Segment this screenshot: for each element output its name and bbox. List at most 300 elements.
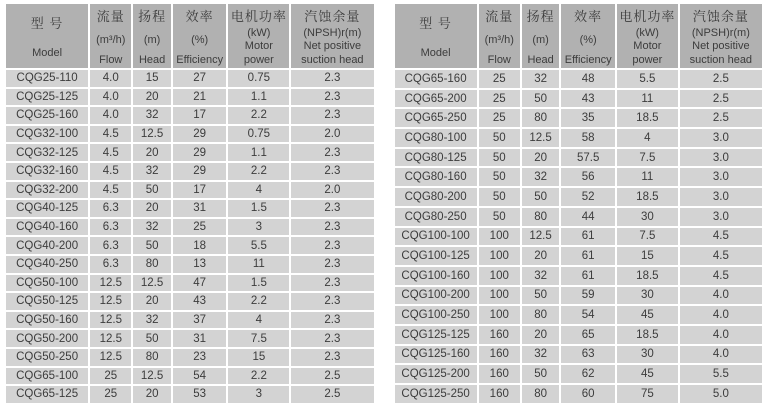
cell-flow: 100 [479, 267, 520, 285]
cell-motor-power: 18.5 [617, 188, 678, 206]
table-row [6, 386, 374, 403]
table-row [395, 385, 763, 403]
cell-head: 32 [522, 168, 560, 186]
cell-npsh: 4.0 [680, 346, 762, 364]
cell-motor-power: 2.2 [228, 293, 289, 310]
cell-flow: 50 [479, 149, 520, 167]
cell-npsh: 2.3 [291, 107, 373, 124]
cell-efficiency: 53 [173, 386, 227, 403]
cell-npsh: 2.3 [291, 200, 373, 217]
cell-head: 20 [133, 89, 171, 106]
cell-model: CQG65-250 [395, 109, 477, 127]
cell-efficiency: 25 [173, 219, 227, 236]
header-power-zh: 电机功率 [619, 9, 676, 24]
cell-efficiency: 43 [561, 90, 615, 108]
cell-npsh: 4.5 [680, 228, 762, 246]
cell-motor-power: 5.5 [228, 237, 289, 254]
cell-model: CQG40-250 [6, 256, 88, 273]
cell-motor-power: 5.5 [617, 70, 678, 88]
cell-npsh: 2.0 [291, 126, 373, 143]
cell-head: 20 [522, 149, 560, 167]
cell-npsh: 2.5 [680, 109, 762, 127]
col-header-motor-power [617, 4, 678, 68]
header-model-en: Model [420, 46, 451, 59]
header-power-unit: (kW) [635, 26, 659, 39]
cell-head: 50 [133, 182, 171, 199]
cell-npsh: 2.3 [291, 70, 373, 87]
cell-flow: 160 [479, 365, 520, 383]
cell-npsh: 4.0 [680, 306, 762, 324]
cell-flow: 6.3 [90, 237, 131, 254]
cell-motor-power: 2.2 [228, 107, 289, 124]
cell-head: 12.5 [133, 275, 171, 292]
cell-motor-power: 18.5 [617, 326, 678, 344]
table-row [395, 109, 763, 127]
cell-motor-power: 11 [617, 90, 678, 108]
cell-npsh: 4.0 [680, 326, 762, 344]
cell-head: 12.5 [522, 228, 560, 246]
cell-flow: 100 [479, 228, 520, 246]
header-npsh-unit: (NPSH)r(m) [691, 26, 750, 39]
cell-flow: 100 [479, 247, 520, 265]
cell-npsh: 2.5 [680, 90, 762, 108]
cell-motor-power: 0.75 [228, 126, 289, 143]
cell-head: 50 [133, 237, 171, 254]
cell-flow: 6.3 [90, 256, 131, 273]
cell-flow: 12.5 [90, 312, 131, 329]
cell-head: 32 [133, 163, 171, 180]
table-row [395, 326, 763, 344]
cell-motor-power: 11 [617, 168, 678, 186]
cell-npsh: 2.5 [291, 368, 373, 385]
table-row [395, 90, 763, 108]
cell-npsh: 2.3 [291, 256, 373, 273]
cell-head: 12.5 [133, 126, 171, 143]
cell-head: 80 [522, 109, 560, 127]
header-flow-en: Flow [99, 54, 123, 66]
table-row [395, 346, 763, 364]
cell-motor-power: 30 [617, 208, 678, 226]
cell-model: CQG65-100 [6, 368, 88, 385]
table-row [6, 144, 374, 161]
cell-model: CQG25-110 [6, 70, 88, 87]
cell-head: 20 [133, 144, 171, 161]
table-row [6, 349, 374, 366]
cell-model: CQG80-200 [395, 188, 477, 206]
cell-model: CQG32-125 [6, 144, 88, 161]
table-row [6, 237, 374, 254]
cell-model: CQG125-200 [395, 365, 477, 383]
cell-efficiency: 31 [173, 200, 227, 217]
cell-npsh: 4.5 [680, 247, 762, 265]
cell-npsh: 2.3 [291, 330, 373, 347]
table-body-left [6, 70, 374, 403]
cell-efficiency: 54 [173, 368, 227, 385]
cell-head: 50 [522, 365, 560, 383]
header-flow-unit: (m³/h) [484, 33, 514, 46]
table-row [6, 200, 374, 217]
cell-head: 20 [133, 293, 171, 310]
cell-flow: 100 [479, 287, 520, 305]
cell-efficiency: 59 [561, 287, 615, 305]
col-header-flow [479, 4, 520, 68]
cell-npsh: 3.0 [680, 149, 762, 167]
cell-efficiency: 21 [173, 89, 227, 106]
cell-efficiency: 31 [173, 330, 227, 347]
cell-efficiency: 29 [173, 144, 227, 161]
cell-model: CQG80-160 [395, 168, 477, 186]
cell-head: 80 [133, 256, 171, 273]
header-model-zh: 型 号 [30, 16, 64, 32]
cell-head: 20 [133, 386, 171, 403]
table-row [395, 267, 763, 285]
cell-motor-power: 7.5 [617, 149, 678, 167]
cell-motor-power: 30 [617, 346, 678, 364]
cell-model: CQG65-125 [6, 386, 88, 403]
table-header [6, 4, 374, 68]
cell-efficiency: 57.5 [561, 149, 615, 167]
table-row [395, 208, 763, 226]
cell-motor-power: 3 [228, 386, 289, 403]
cell-efficiency: 27 [173, 70, 227, 87]
cell-efficiency: 61 [561, 228, 615, 246]
cell-npsh: 2.3 [291, 237, 373, 254]
cell-efficiency: 37 [173, 312, 227, 329]
table-row [6, 89, 374, 106]
cell-head: 20 [133, 200, 171, 217]
cell-flow: 4.5 [90, 163, 131, 180]
table-row [395, 247, 763, 265]
table-row [6, 107, 374, 124]
cell-motor-power: 4 [617, 129, 678, 147]
cell-model: CQG40-160 [6, 219, 88, 236]
cell-head: 32 [522, 70, 560, 88]
header-efficiency-en: Efficiency [564, 54, 612, 66]
cell-efficiency: 23 [173, 349, 227, 366]
header-head-en: Head [527, 54, 554, 66]
header-power-zh: 电机功率 [230, 9, 287, 24]
cell-model: CQG100-160 [395, 267, 477, 285]
cell-motor-power: 4 [228, 312, 289, 329]
cell-head: 80 [522, 385, 560, 403]
cell-model: CQG32-160 [6, 163, 88, 180]
cell-model: CQG100-125 [395, 247, 477, 265]
cell-head: 80 [522, 208, 560, 226]
cell-npsh: 2.5 [291, 386, 373, 403]
cell-efficiency: 54 [561, 306, 615, 324]
cell-efficiency: 17 [173, 182, 227, 199]
cell-model: CQG50-250 [6, 349, 88, 366]
cell-motor-power: 4 [228, 182, 289, 199]
cell-head: 80 [522, 306, 560, 324]
cell-head: 50 [522, 287, 560, 305]
header-flow-zh: 流量 [96, 9, 125, 24]
cell-model: CQG100-200 [395, 287, 477, 305]
cell-head: 20 [522, 247, 560, 265]
table-row [395, 365, 763, 383]
cell-flow: 25 [479, 90, 520, 108]
cell-motor-power: 7.5 [228, 330, 289, 347]
header-head-unit: (m) [532, 33, 549, 46]
cell-npsh: 5.5 [680, 365, 762, 383]
cell-flow: 160 [479, 326, 520, 344]
header-flow-zh: 流量 [485, 9, 514, 24]
header-head-en: Head [138, 54, 166, 66]
table-row [395, 306, 763, 324]
cell-efficiency: 62 [561, 365, 615, 383]
cell-efficiency: 43 [173, 293, 227, 310]
cell-efficiency: 35 [561, 109, 615, 127]
cell-efficiency: 61 [561, 247, 615, 265]
cell-flow: 50 [479, 168, 520, 186]
cell-flow: 50 [479, 129, 520, 147]
cell-flow: 4.0 [90, 70, 131, 87]
cell-npsh: 4.5 [680, 267, 762, 285]
cell-flow: 100 [479, 306, 520, 324]
cell-motor-power: 7.5 [617, 228, 678, 246]
cell-flow: 4.5 [90, 182, 131, 199]
cell-npsh: 2.3 [291, 349, 373, 366]
cell-motor-power: 1.1 [228, 89, 289, 106]
header-head-unit: (m) [143, 33, 161, 46]
header-head-zh: 扬程 [138, 9, 167, 24]
cell-model: CQG50-100 [6, 275, 88, 292]
header-power-en2: power [243, 53, 274, 66]
cell-model: CQG40-125 [6, 200, 88, 217]
cell-npsh: 2.5 [680, 70, 762, 88]
cell-model: CQG100-100 [395, 228, 477, 246]
header-efficiency-en: Efficiency [176, 54, 224, 66]
col-header-motor-power [228, 4, 289, 68]
cell-flow: 4.5 [90, 144, 131, 161]
cell-motor-power: 30 [617, 287, 678, 305]
cell-efficiency: 58 [561, 129, 615, 147]
table-row [6, 219, 374, 236]
cell-head: 32 [522, 267, 560, 285]
cell-efficiency: 18 [173, 237, 227, 254]
cell-efficiency: 56 [561, 168, 615, 186]
cell-flow: 4.0 [90, 89, 131, 106]
col-header-efficiency [173, 4, 227, 68]
cell-efficiency: 29 [173, 163, 227, 180]
table-body-right [395, 70, 763, 403]
cell-head: 32 [133, 312, 171, 329]
cell-head: 12.5 [522, 129, 560, 147]
cell-npsh: 2.3 [291, 89, 373, 106]
cell-npsh: 2.3 [291, 163, 373, 180]
header-model-zh: 型 号 [419, 16, 452, 32]
cell-npsh: 3.0 [680, 208, 762, 226]
cell-flow: 50 [479, 208, 520, 226]
cell-motor-power: 11 [228, 256, 289, 273]
cell-model: CQG65-160 [395, 70, 477, 88]
cell-motor-power: 45 [617, 306, 678, 324]
cell-model: CQG80-125 [395, 149, 477, 167]
cell-model: CQG32-200 [6, 182, 88, 199]
table-row [395, 149, 763, 167]
table-row [6, 256, 374, 273]
cell-npsh: 2.3 [291, 219, 373, 236]
header-npsh-zh: 汽蚀余量 [304, 9, 361, 24]
cell-flow: 160 [479, 385, 520, 403]
table-row [6, 312, 374, 329]
cell-efficiency: 13 [173, 256, 227, 273]
cell-npsh: 2.3 [291, 312, 373, 329]
cell-efficiency: 63 [561, 346, 615, 364]
cell-flow: 12.5 [90, 349, 131, 366]
header-power-en1: Motor [633, 40, 662, 53]
table-row [6, 275, 374, 292]
cell-motor-power: 1.1 [228, 144, 289, 161]
cell-efficiency: 52 [561, 188, 615, 206]
header-flow-en: Flow [487, 54, 511, 66]
header-efficiency-unit: (%) [579, 33, 597, 46]
cell-efficiency: 44 [561, 208, 615, 226]
table-header [395, 4, 763, 68]
cell-motor-power: 2.2 [228, 368, 289, 385]
cell-flow: 25 [479, 70, 520, 88]
col-header-head [133, 4, 171, 68]
table-row [6, 163, 374, 180]
cell-npsh: 2.0 [291, 182, 373, 199]
cell-model: CQG25-160 [6, 107, 88, 124]
cell-head: 32 [133, 219, 171, 236]
header-npsh-en1: Net positive [692, 40, 750, 53]
table-row [395, 287, 763, 305]
table-row [395, 168, 763, 186]
cell-flow: 25 [479, 109, 520, 127]
cell-motor-power: 18.5 [617, 109, 678, 127]
header-npsh-zh: 汽蚀余量 [692, 9, 749, 24]
cell-head: 15 [133, 70, 171, 87]
cell-flow: 4.5 [90, 126, 131, 143]
cell-model: CQG125-125 [395, 326, 477, 344]
cell-motor-power: 1.5 [228, 200, 289, 217]
cell-npsh: 3.0 [680, 168, 762, 186]
cell-efficiency: 61 [561, 267, 615, 285]
col-header-head [522, 4, 560, 68]
cell-efficiency: 17 [173, 107, 227, 124]
header-npsh-en2: suction head [301, 53, 364, 66]
cell-head: 80 [133, 349, 171, 366]
cell-head: 50 [522, 90, 560, 108]
cell-efficiency: 48 [561, 70, 615, 88]
cell-model: CQG125-250 [395, 385, 477, 403]
header-npsh-en1: Net positive [303, 40, 362, 53]
header-power-en1: Motor [244, 40, 273, 53]
cell-efficiency: 47 [173, 275, 227, 292]
cell-head: 20 [522, 326, 560, 344]
cell-flow: 25 [90, 386, 131, 403]
cell-head: 12.5 [133, 368, 171, 385]
cell-model: CQG50-125 [6, 293, 88, 310]
cell-npsh: 2.3 [291, 275, 373, 292]
cell-head: 50 [133, 330, 171, 347]
cell-npsh: 2.3 [291, 293, 373, 310]
table-row [6, 126, 374, 143]
table-row [6, 293, 374, 310]
cell-head: 32 [522, 346, 560, 364]
cell-model: CQG100-250 [395, 306, 477, 324]
cell-npsh: 5.0 [680, 385, 762, 403]
header-npsh-unit: (NPSH)r(m) [303, 26, 362, 39]
cell-flow: 50 [479, 188, 520, 206]
cell-flow: 160 [479, 346, 520, 364]
header-head-zh: 扬程 [526, 9, 555, 24]
header-efficiency-zh: 效率 [574, 9, 603, 24]
cell-npsh: 2.3 [291, 144, 373, 161]
cell-motor-power: 15 [617, 247, 678, 265]
col-header-efficiency [561, 4, 615, 68]
pump-table-right [393, 2, 765, 405]
table-row [395, 228, 763, 246]
cell-motor-power: 45 [617, 365, 678, 383]
header-power-unit: (kW) [247, 26, 271, 39]
cell-model: CQG25-125 [6, 89, 88, 106]
cell-npsh: 4.0 [680, 287, 762, 305]
cell-motor-power: 3 [228, 219, 289, 236]
cell-motor-power: 15 [228, 349, 289, 366]
col-header-flow [90, 4, 131, 68]
cell-flow: 12.5 [90, 275, 131, 292]
table-row [395, 188, 763, 206]
cell-flow: 12.5 [90, 330, 131, 347]
table-row [6, 368, 374, 385]
col-header-model [395, 4, 477, 68]
cell-head: 50 [522, 188, 560, 206]
cell-motor-power: 18.5 [617, 267, 678, 285]
cell-flow: 6.3 [90, 219, 131, 236]
cell-model: CQG125-160 [395, 346, 477, 364]
cell-model: CQG50-160 [6, 312, 88, 329]
cell-motor-power: 0.75 [228, 70, 289, 87]
cell-motor-power: 2.2 [228, 163, 289, 180]
table-row [6, 70, 374, 87]
table-row [6, 330, 374, 347]
table-row [395, 129, 763, 147]
header-power-en2: power [632, 53, 663, 66]
cell-npsh: 3.0 [680, 129, 762, 147]
header-flow-unit: (m³/h) [96, 33, 126, 46]
cell-motor-power: 1.5 [228, 275, 289, 292]
cell-model: CQG65-200 [395, 90, 477, 108]
cell-efficiency: 29 [173, 126, 227, 143]
cell-head: 32 [133, 107, 171, 124]
cell-flow: 12.5 [90, 293, 131, 310]
cell-model: CQG80-250 [395, 208, 477, 226]
cell-flow: 4.0 [90, 107, 131, 124]
table-row [395, 70, 763, 88]
cell-motor-power: 75 [617, 385, 678, 403]
cell-flow: 6.3 [90, 200, 131, 217]
col-header-model [6, 4, 88, 68]
cell-flow: 25 [90, 368, 131, 385]
cell-model: CQG40-200 [6, 237, 88, 254]
col-header-npsh [291, 4, 373, 68]
header-model-en: Model [32, 46, 63, 59]
col-header-npsh [680, 4, 762, 68]
cell-efficiency: 65 [561, 326, 615, 344]
pump-table-left [4, 2, 376, 405]
header-efficiency-zh: 效率 [185, 9, 214, 24]
cell-model: CQG80-100 [395, 129, 477, 147]
cell-efficiency: 60 [561, 385, 615, 403]
header-efficiency-unit: (%) [191, 33, 209, 46]
cell-model: CQG50-200 [6, 330, 88, 347]
cell-model: CQG32-100 [6, 126, 88, 143]
header-npsh-en2: suction head [689, 53, 753, 66]
table-row [6, 182, 374, 199]
